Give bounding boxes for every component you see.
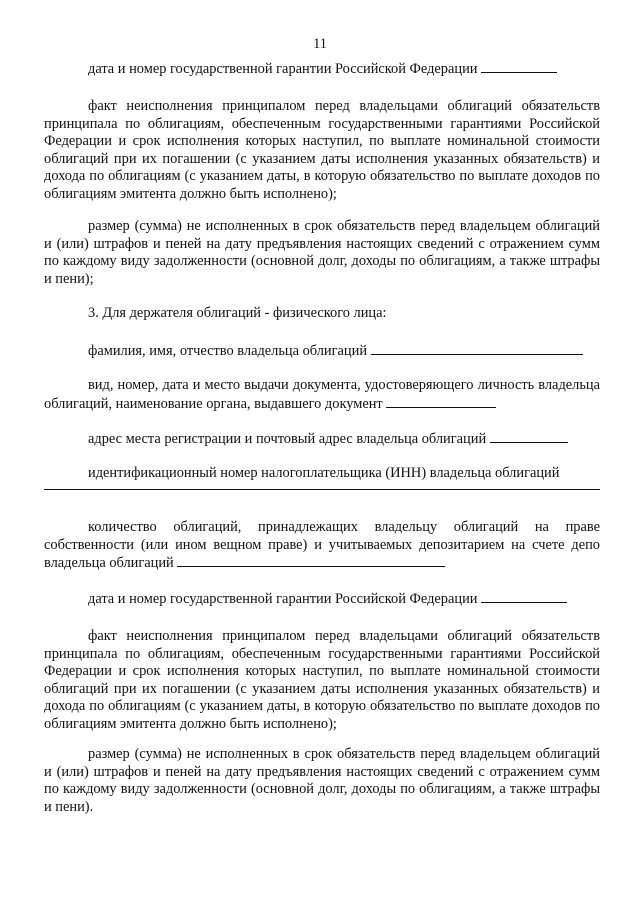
- fio-label: фамилия, имя, отчество владельца облигаций: [88, 343, 368, 359]
- guarantee-label-1: дата и номер государственной гарантии Российской Федерации: [88, 61, 478, 77]
- blank-line: [371, 342, 583, 355]
- amount-paragraph-1: размер (сумма) не исполненных в срок обязательств перед владельцем облигаций и (или) штрафов и пеней на дату предъявления настоящих сведений с отражением сумм по каждому виду задолженности (основной долг, доходы по облигациям, а также штрафы и пени);: [44, 218, 600, 287]
- address-label: адрес места регистрации и почтовый адрес владельца облигаций: [88, 431, 487, 447]
- quantity-field: [44, 519, 600, 573]
- blank-line: [481, 60, 557, 73]
- blank-line: [44, 483, 600, 490]
- blank-line: [481, 590, 567, 603]
- inn-label: идентификационный номер налогоплательщика (ИНН) владельца облигаций: [88, 465, 560, 481]
- page-number: 11: [313, 36, 327, 52]
- guarantee-label-2: дата и номер государственной гарантии Российской Федерации: [88, 591, 478, 607]
- quantity-label: количество облигаций, принадлежащих владельцу облигаций на праве собственности (или ином вещном праве) и учитываемых депозитарием на счете депо владельца облигаций: [44, 519, 600, 572]
- blank-line: [386, 395, 496, 408]
- amount-paragraph-2: размер (сумма) не исполненных в срок обязательств перед владельцем облигаций и (или) штрафов и пеней на дату предъявления настоящих сведений с отражением сумм по каждому виду задолженности (основной долг, доходы по облигациям, а также штрафы и пени).: [44, 746, 600, 815]
- id-document-label: вид, номер, дата и место выдачи документа, удостоверяющего личность владельца облигаций, наименование органа, выдавшего документ: [44, 377, 600, 412]
- address-field: [44, 430, 600, 449]
- default-paragraph-2: факт неисполнения принципалом перед владельцами облигаций обязательств принципала по облигациям, обеспеченным государственными гарантиями Российской Федерации и срок исполнения которых наступил, по выплате номинальной стоимости облигаций при их погашении (с указанием даты исполнения указанных обязательств) и дохода по облигациям (с указанием даты, в которую обязательство по выплате доходов по облигациям эмитента должно быть исполнено);: [44, 628, 600, 732]
- default-paragraph-1: факт неисполнения принципалом перед владельцами облигаций обязательств принципала по облигациям, обеспеченным государственными гарантиями Российской Федерации и срок исполнения которых наступил, по выплате номинальной стоимости облигаций при их погашении (с указанием даты исполнения указанных обязательств) и дохода по облигациям (с указанием даты, в которую обязательство по выплате доходов по облигациям эмитента должно быть исполнено);: [44, 98, 600, 202]
- guarantee-line-1: [44, 60, 600, 79]
- blank-line: [177, 554, 445, 567]
- section-3-heading: 3. Для держателя облигаций - физического лица:: [88, 305, 387, 321]
- blank-line: [490, 430, 568, 443]
- fio-field: [44, 342, 600, 361]
- inn-field: [44, 465, 600, 490]
- id-document-field: [44, 377, 600, 413]
- guarantee-line-2: [44, 590, 600, 609]
